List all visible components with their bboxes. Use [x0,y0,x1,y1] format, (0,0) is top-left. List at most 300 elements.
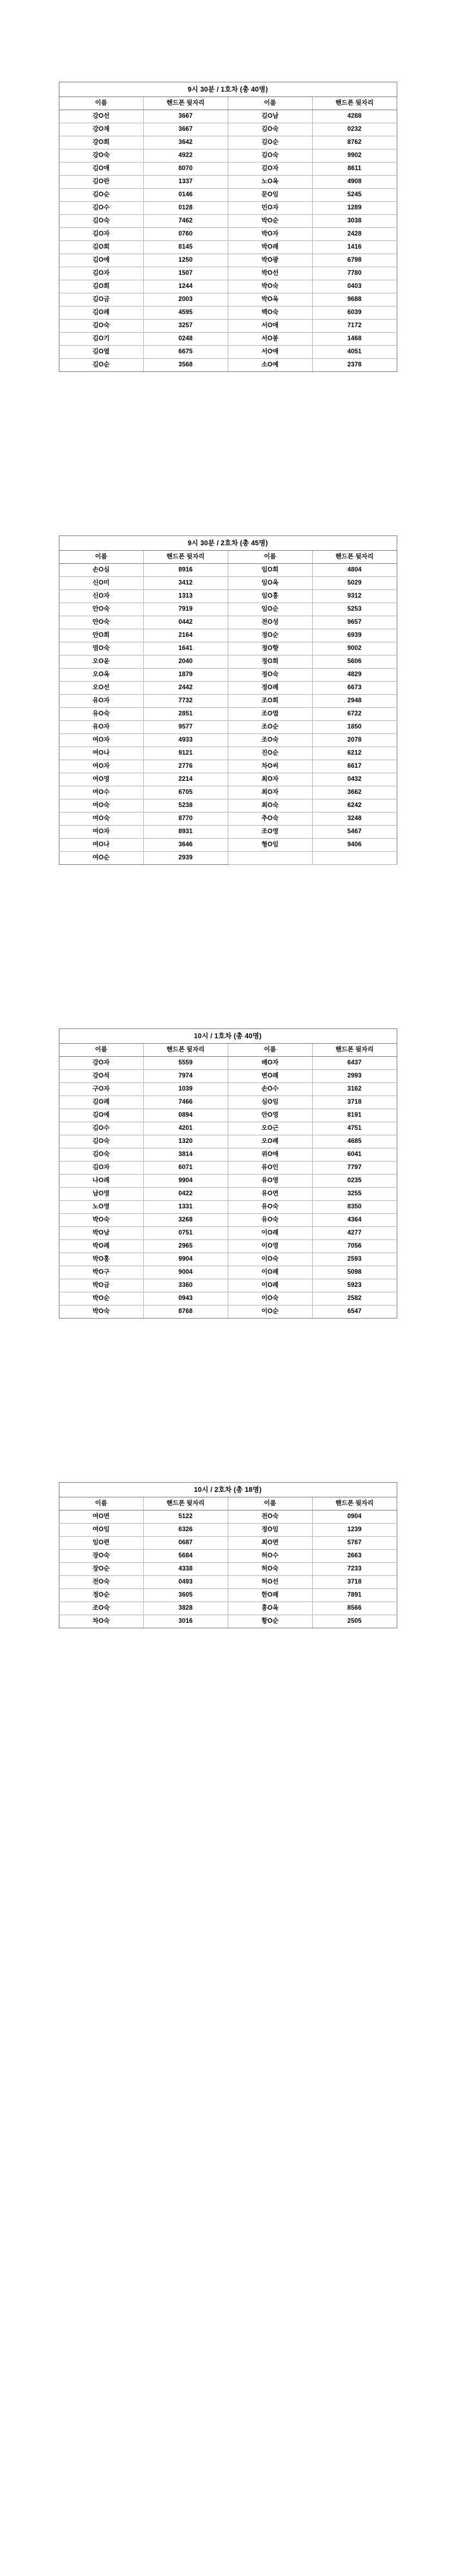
table-row [59,215,397,228]
column-header: 이름 [228,97,312,110]
name-cell: 김O자 [59,267,143,280]
phone-suffix-cell: 2948 [312,695,397,708]
roster-table-3 [59,1028,397,1319]
phone-suffix-cell: 4364 [312,1214,397,1227]
name-cell: 김O숙 [59,215,143,228]
name-cell: 위O애 [228,1148,312,1161]
table-row [59,359,397,372]
phone-suffix-cell: 6041 [312,1148,397,1161]
name-cell: 여O자 [59,826,143,839]
phone-suffix-cell: 3667 [143,123,228,136]
table-row [59,1227,397,1240]
phone-suffix-cell: 2214 [143,773,228,786]
name-cell: 신O자 [59,590,143,603]
table-row [59,1550,397,1563]
name-cell: 남O영 [59,1188,143,1201]
name-cell: 임O련 [59,1537,143,1550]
name-cell: 전O성 [228,616,312,629]
roster-title: 10시 / 2호차 (총 18명) [59,1483,397,1497]
name-cell: 강O숙 [59,149,143,162]
roster-table-block-2 [59,535,397,865]
table-row [59,590,397,603]
name-cell: 김O순 [228,136,312,149]
table-row [59,1083,397,1096]
table-row [59,616,397,629]
table-row [59,1201,397,1214]
table-row [59,241,397,254]
phone-suffix-cell: 8768 [143,1305,228,1319]
table-row [59,734,397,747]
phone-suffix-cell: 9406 [312,839,397,852]
name-cell: 박O남 [59,1227,143,1240]
name-cell: 강O재 [59,123,143,136]
phone-suffix-cell: 5029 [312,577,397,590]
table-row [59,1188,397,1201]
name-cell: 유O연 [228,1188,312,1201]
table-row [59,799,397,812]
phone-suffix-cell: 8566 [312,1602,397,1615]
phone-suffix-cell: 2776 [143,760,228,773]
phone-suffix-cell: 0493 [143,1576,228,1589]
column-header: 이름 [59,1044,143,1057]
roster-header-row [59,1497,397,1510]
phone-suffix-cell: 7974 [143,1070,228,1083]
table-row [59,320,397,333]
phone-suffix-cell: 0128 [143,202,228,215]
name-cell: 서O애 [228,346,312,359]
table-row [59,1148,397,1161]
phone-suffix-cell: 0146 [143,189,228,202]
roster-table-2-body [59,536,397,865]
between-spacer-3 [0,1319,455,1482]
phone-suffix-cell: 1468 [312,333,397,346]
phone-suffix-cell: 5684 [143,1550,228,1563]
roster-table-block-1 [59,82,397,372]
phone-suffix-cell: 1879 [143,669,228,682]
roster-table-2 [59,535,397,865]
phone-suffix-cell: 1416 [312,241,397,254]
name-cell: 박O례 [59,1240,143,1253]
phone-suffix-cell: 8350 [312,1201,397,1214]
phone-suffix-cell: 9004 [143,1266,228,1279]
name-cell: 임O홍 [228,590,312,603]
phone-suffix-cell: 4685 [312,1135,397,1148]
name-cell: 배O자 [228,1057,312,1070]
table-row [59,1576,397,1589]
name-cell: 이O례 [228,1227,312,1240]
table-row [59,1240,397,1253]
phone-suffix-cell: 6326 [143,1524,228,1537]
phone-suffix-cell: 8931 [143,826,228,839]
phone-suffix-cell: 5559 [143,1057,228,1070]
table-row [59,162,397,176]
table-row [59,1214,397,1227]
name-cell: 김O수 [59,1122,143,1135]
phone-suffix-cell: 4338 [143,1563,228,1576]
table-row [59,1122,397,1135]
name-cell: 김O숙 [59,1148,143,1161]
phone-suffix-cell: 8070 [143,162,228,176]
phone-suffix-cell: 1320 [143,1135,228,1148]
phone-suffix-cell: 5098 [312,1266,397,1279]
phone-suffix-cell: 4051 [312,346,397,359]
name-cell: 여O자 [59,734,143,747]
table-row [59,1057,397,1070]
name-cell: 안O희 [59,629,143,642]
table-row [59,1161,397,1175]
phone-suffix-cell: 2428 [312,228,397,241]
phone-suffix-cell: 0248 [143,333,228,346]
table-row [59,708,397,721]
table-row [59,577,397,590]
table-row [59,280,397,293]
name-cell: 박O금 [59,1279,143,1292]
phone-suffix-cell: 7172 [312,320,397,333]
column-header: 이름 [59,551,143,564]
name-cell: 진O순 [228,747,312,760]
phone-suffix-cell: 8145 [143,241,228,254]
phone-suffix-cell: 4804 [312,564,397,577]
phone-suffix-cell: 3667 [143,110,228,123]
table-row [59,228,397,241]
phone-suffix-cell: 3255 [312,1188,397,1201]
table-row [59,1563,397,1576]
phone-suffix-cell: 2378 [312,359,397,372]
name-cell: 여O나 [59,747,143,760]
phone-suffix-cell: 2164 [143,629,228,642]
name-cell: 안O영 [228,1109,312,1122]
name-cell: 서O봉 [228,333,312,346]
roster-title: 9시 30분 / 2호차 (총 45명) [59,536,397,551]
name-cell: 박O구 [59,1266,143,1279]
name-cell: 추O숙 [228,812,312,826]
phone-suffix-cell: 6673 [312,682,397,695]
column-header: 핸드폰 뒷자리 [312,1497,397,1510]
phone-suffix-cell: 0432 [312,773,397,786]
name-cell: 심O임 [228,1096,312,1109]
table-row [59,267,397,280]
roster-table-1-body [59,82,397,372]
name-cell: 최O자 [228,786,312,799]
table-row [59,123,397,136]
phone-suffix-cell: 9312 [312,590,397,603]
phone-suffix-cell: 3718 [312,1576,397,1589]
roster-title: 10시 / 1호차 (총 40명) [59,1029,397,1044]
phone-suffix-cell: 0442 [143,616,228,629]
phone-suffix-cell: 0235 [312,1175,397,1188]
name-cell: 박O숙 [228,280,312,293]
name-cell: 김O희 [59,280,143,293]
table-row [59,564,397,577]
name-cell: 박O선 [228,267,312,280]
table-row [59,149,397,162]
empty-cell [228,852,312,865]
name-cell: 유O자 [59,721,143,734]
phone-suffix-cell: 2003 [143,293,228,306]
column-header: 핸드폰 뒷자리 [312,97,397,110]
name-cell: 여O영 [59,773,143,786]
name-cell: 정O향 [228,642,312,655]
table-row [59,760,397,773]
column-header: 핸드폰 뒷자리 [143,1044,228,1057]
name-cell: 유O숙 [59,708,143,721]
name-cell: 김O례 [59,306,143,320]
table-row [59,202,397,215]
phone-suffix-cell: 2582 [312,1292,397,1305]
name-cell: 조O희 [228,695,312,708]
name-cell: 여O임 [59,1524,143,1537]
phone-suffix-cell: 7732 [143,695,228,708]
phone-suffix-cell: 4277 [312,1227,397,1240]
roster-title-row [59,1029,397,1044]
phone-suffix-cell: 9688 [312,293,397,306]
phone-suffix-cell: 8762 [312,136,397,149]
phone-suffix-cell: 1313 [143,590,228,603]
name-cell: 박O옥 [228,293,312,306]
phone-suffix-cell: 4829 [312,669,397,682]
name-cell: 조O영 [228,826,312,839]
phone-suffix-cell: 3248 [312,812,397,826]
name-cell: 김O애 [59,254,143,267]
table-row [59,306,397,320]
name-cell: 신O미 [59,577,143,590]
name-cell: 김O애 [59,162,143,176]
name-cell: 차O씨 [228,760,312,773]
phone-suffix-cell: 5606 [312,655,397,669]
name-cell: 이O례 [228,1266,312,1279]
name-cell: 장O순 [59,1563,143,1576]
name-cell: 김O순 [59,359,143,372]
phone-suffix-cell: 7466 [143,1096,228,1109]
name-cell: 나O례 [59,1175,143,1188]
name-cell: 변O례 [228,1070,312,1083]
phone-suffix-cell: 7797 [312,1161,397,1175]
name-cell: 조O순 [228,721,312,734]
roster-header-row [59,97,397,110]
bottom-spacer [0,1628,455,2043]
phone-suffix-cell: 0232 [312,123,397,136]
phone-suffix-cell: 2505 [312,1615,397,1628]
phone-suffix-cell: 9902 [312,149,397,162]
phone-suffix-cell: 4288 [312,110,397,123]
table-row [59,346,397,359]
name-cell: 손O수 [228,1083,312,1096]
name-cell: 이O영 [228,1240,312,1253]
name-cell: 전O숙 [59,1576,143,1589]
table-row [59,747,397,760]
table-row [59,629,397,642]
name-cell: 오O윤 [59,655,143,669]
name-cell: 안O숙 [59,616,143,629]
table-row [59,1279,397,1292]
name-cell: 김O례 [59,1096,143,1109]
top-spacer [0,0,455,82]
table-row [59,682,397,695]
phone-suffix-cell: 2965 [143,1240,228,1253]
phone-suffix-cell: 1239 [312,1524,397,1537]
column-header: 이름 [59,97,143,110]
column-header: 핸드폰 뒷자리 [143,551,228,564]
roster-title: 9시 30분 / 1호차 (총 40명) [59,82,397,97]
table-row [59,1305,397,1319]
phone-suffix-cell: 3828 [143,1602,228,1615]
name-cell: 임O옥 [228,577,312,590]
phone-suffix-cell: 3814 [143,1148,228,1161]
name-cell: 정O임 [228,1524,312,1537]
phone-suffix-cell: 5245 [312,189,397,202]
phone-suffix-cell: 0751 [143,1227,228,1240]
name-cell: 차O숙 [59,1615,143,1628]
phone-suffix-cell: 7056 [312,1240,397,1253]
phone-suffix-cell: 8611 [312,162,397,176]
phone-suffix-cell: 7919 [143,603,228,616]
phone-suffix-cell: 5467 [312,826,397,839]
phone-suffix-cell: 3718 [312,1096,397,1109]
phone-suffix-cell: 5923 [312,1279,397,1292]
phone-suffix-cell: 9002 [312,642,397,655]
phone-suffix-cell: 6798 [312,254,397,267]
name-cell: 정O순 [59,1589,143,1602]
name-cell: 유O영 [228,1175,312,1188]
name-cell: 여O순 [59,852,143,865]
roster-header-row [59,1044,397,1057]
phone-suffix-cell: 3162 [312,1083,397,1096]
name-cell: 김O자 [228,162,312,176]
name-cell: 오O옥 [59,669,143,682]
name-cell: 강O선 [59,110,143,123]
name-cell: 홍O옥 [228,1602,312,1615]
roster-title-row [59,1483,397,1497]
phone-suffix-cell: 4933 [143,734,228,747]
name-cell: 서O애 [228,320,312,333]
phone-suffix-cell: 4922 [143,149,228,162]
table-row [59,603,397,616]
name-cell: 김O순 [59,189,143,202]
phone-suffix-cell: 0687 [143,1537,228,1550]
column-header: 핸드폰 뒷자리 [143,1497,228,1510]
name-cell: 김O남 [228,110,312,123]
roster-title-row [59,536,397,551]
name-cell: 김O금 [59,293,143,306]
name-cell: 강O희 [59,136,143,149]
column-header: 이름 [59,1497,143,1510]
phone-suffix-cell: 6437 [312,1057,397,1070]
phone-suffix-cell: 5122 [143,1510,228,1524]
name-cell: 이O숙 [228,1253,312,1266]
name-cell: 유O인 [228,1161,312,1175]
phone-suffix-cell: 9121 [143,747,228,760]
name-cell: 장O숙 [59,1550,143,1563]
table-row [59,826,397,839]
phone-suffix-cell: 8916 [143,564,228,577]
roster-table-block-4 [59,1482,397,1628]
phone-suffix-cell: 3257 [143,320,228,333]
name-cell: 오O선 [59,682,143,695]
phone-suffix-cell: 6617 [312,760,397,773]
name-cell: 김O란 [59,176,143,189]
name-cell: 김O자 [59,1161,143,1175]
roster-title-row [59,82,397,97]
table-row [59,1602,397,1615]
table-row [59,852,397,865]
table-row [59,1253,397,1266]
table-row [59,1524,397,1537]
empty-cell [312,852,397,865]
phone-suffix-cell: 6212 [312,747,397,760]
name-cell: 김O기 [59,333,143,346]
table-row [59,189,397,202]
roster-table-block-3 [59,1028,397,1319]
phone-suffix-cell: 1641 [143,642,228,655]
table-row [59,1292,397,1305]
name-cell: 유O숙 [228,1201,312,1214]
table-row [59,110,397,123]
name-cell: 조O숙 [59,1602,143,1615]
name-cell: 조O숙 [228,734,312,747]
phone-suffix-cell: 2593 [312,1253,397,1266]
table-row [59,812,397,826]
name-cell: 문O임 [228,189,312,202]
table-row [59,786,397,799]
table-row [59,1266,397,1279]
column-header: 핸드폰 뒷자리 [312,1044,397,1057]
table-row [59,695,397,708]
name-cell: 박O순 [59,1292,143,1305]
phone-suffix-cell: 7233 [312,1563,397,1576]
name-cell: 강O석 [59,1070,143,1083]
phone-suffix-cell: 4908 [312,176,397,189]
name-cell: 박O홍 [59,1253,143,1266]
roster-table-3-body [59,1029,397,1319]
phone-suffix-cell: 9904 [143,1253,228,1266]
name-cell: 박O광 [228,254,312,267]
table-row [59,839,397,852]
name-cell: 여O숙 [59,799,143,812]
name-cell: 여O자 [59,760,143,773]
table-row [59,1135,397,1148]
name-cell: 여O면 [59,1510,143,1524]
phone-suffix-cell: 0904 [312,1510,397,1524]
phone-suffix-cell: 2851 [143,708,228,721]
name-cell: 김O숙 [228,123,312,136]
column-header: 이름 [228,1044,312,1057]
phone-suffix-cell: 6039 [312,306,397,320]
name-cell: 김O숙 [59,320,143,333]
name-cell: 유O숙 [228,1214,312,1227]
name-cell: 여O수 [59,786,143,799]
name-cell: 허O수 [228,1550,312,1563]
name-cell: 황O순 [228,1615,312,1628]
phone-suffix-cell: 1289 [312,202,397,215]
table-row [59,293,397,306]
table-row [59,254,397,267]
phone-suffix-cell: 1331 [143,1201,228,1214]
roster-table-4-body [59,1483,397,1628]
name-cell: 박O숙 [59,1214,143,1227]
phone-suffix-cell: 7780 [312,267,397,280]
phone-suffix-cell: 4595 [143,306,228,320]
name-cell: 안O숙 [59,603,143,616]
name-cell: 김O숙 [59,1135,143,1148]
phone-suffix-cell: 2040 [143,655,228,669]
name-cell: 김O숙 [228,149,312,162]
phone-suffix-cell: 1850 [312,721,397,734]
phone-suffix-cell: 6242 [312,799,397,812]
name-cell: 형O임 [228,839,312,852]
name-cell: 백O숙 [228,306,312,320]
name-cell: 염O숙 [59,642,143,655]
phone-suffix-cell: 0943 [143,1292,228,1305]
